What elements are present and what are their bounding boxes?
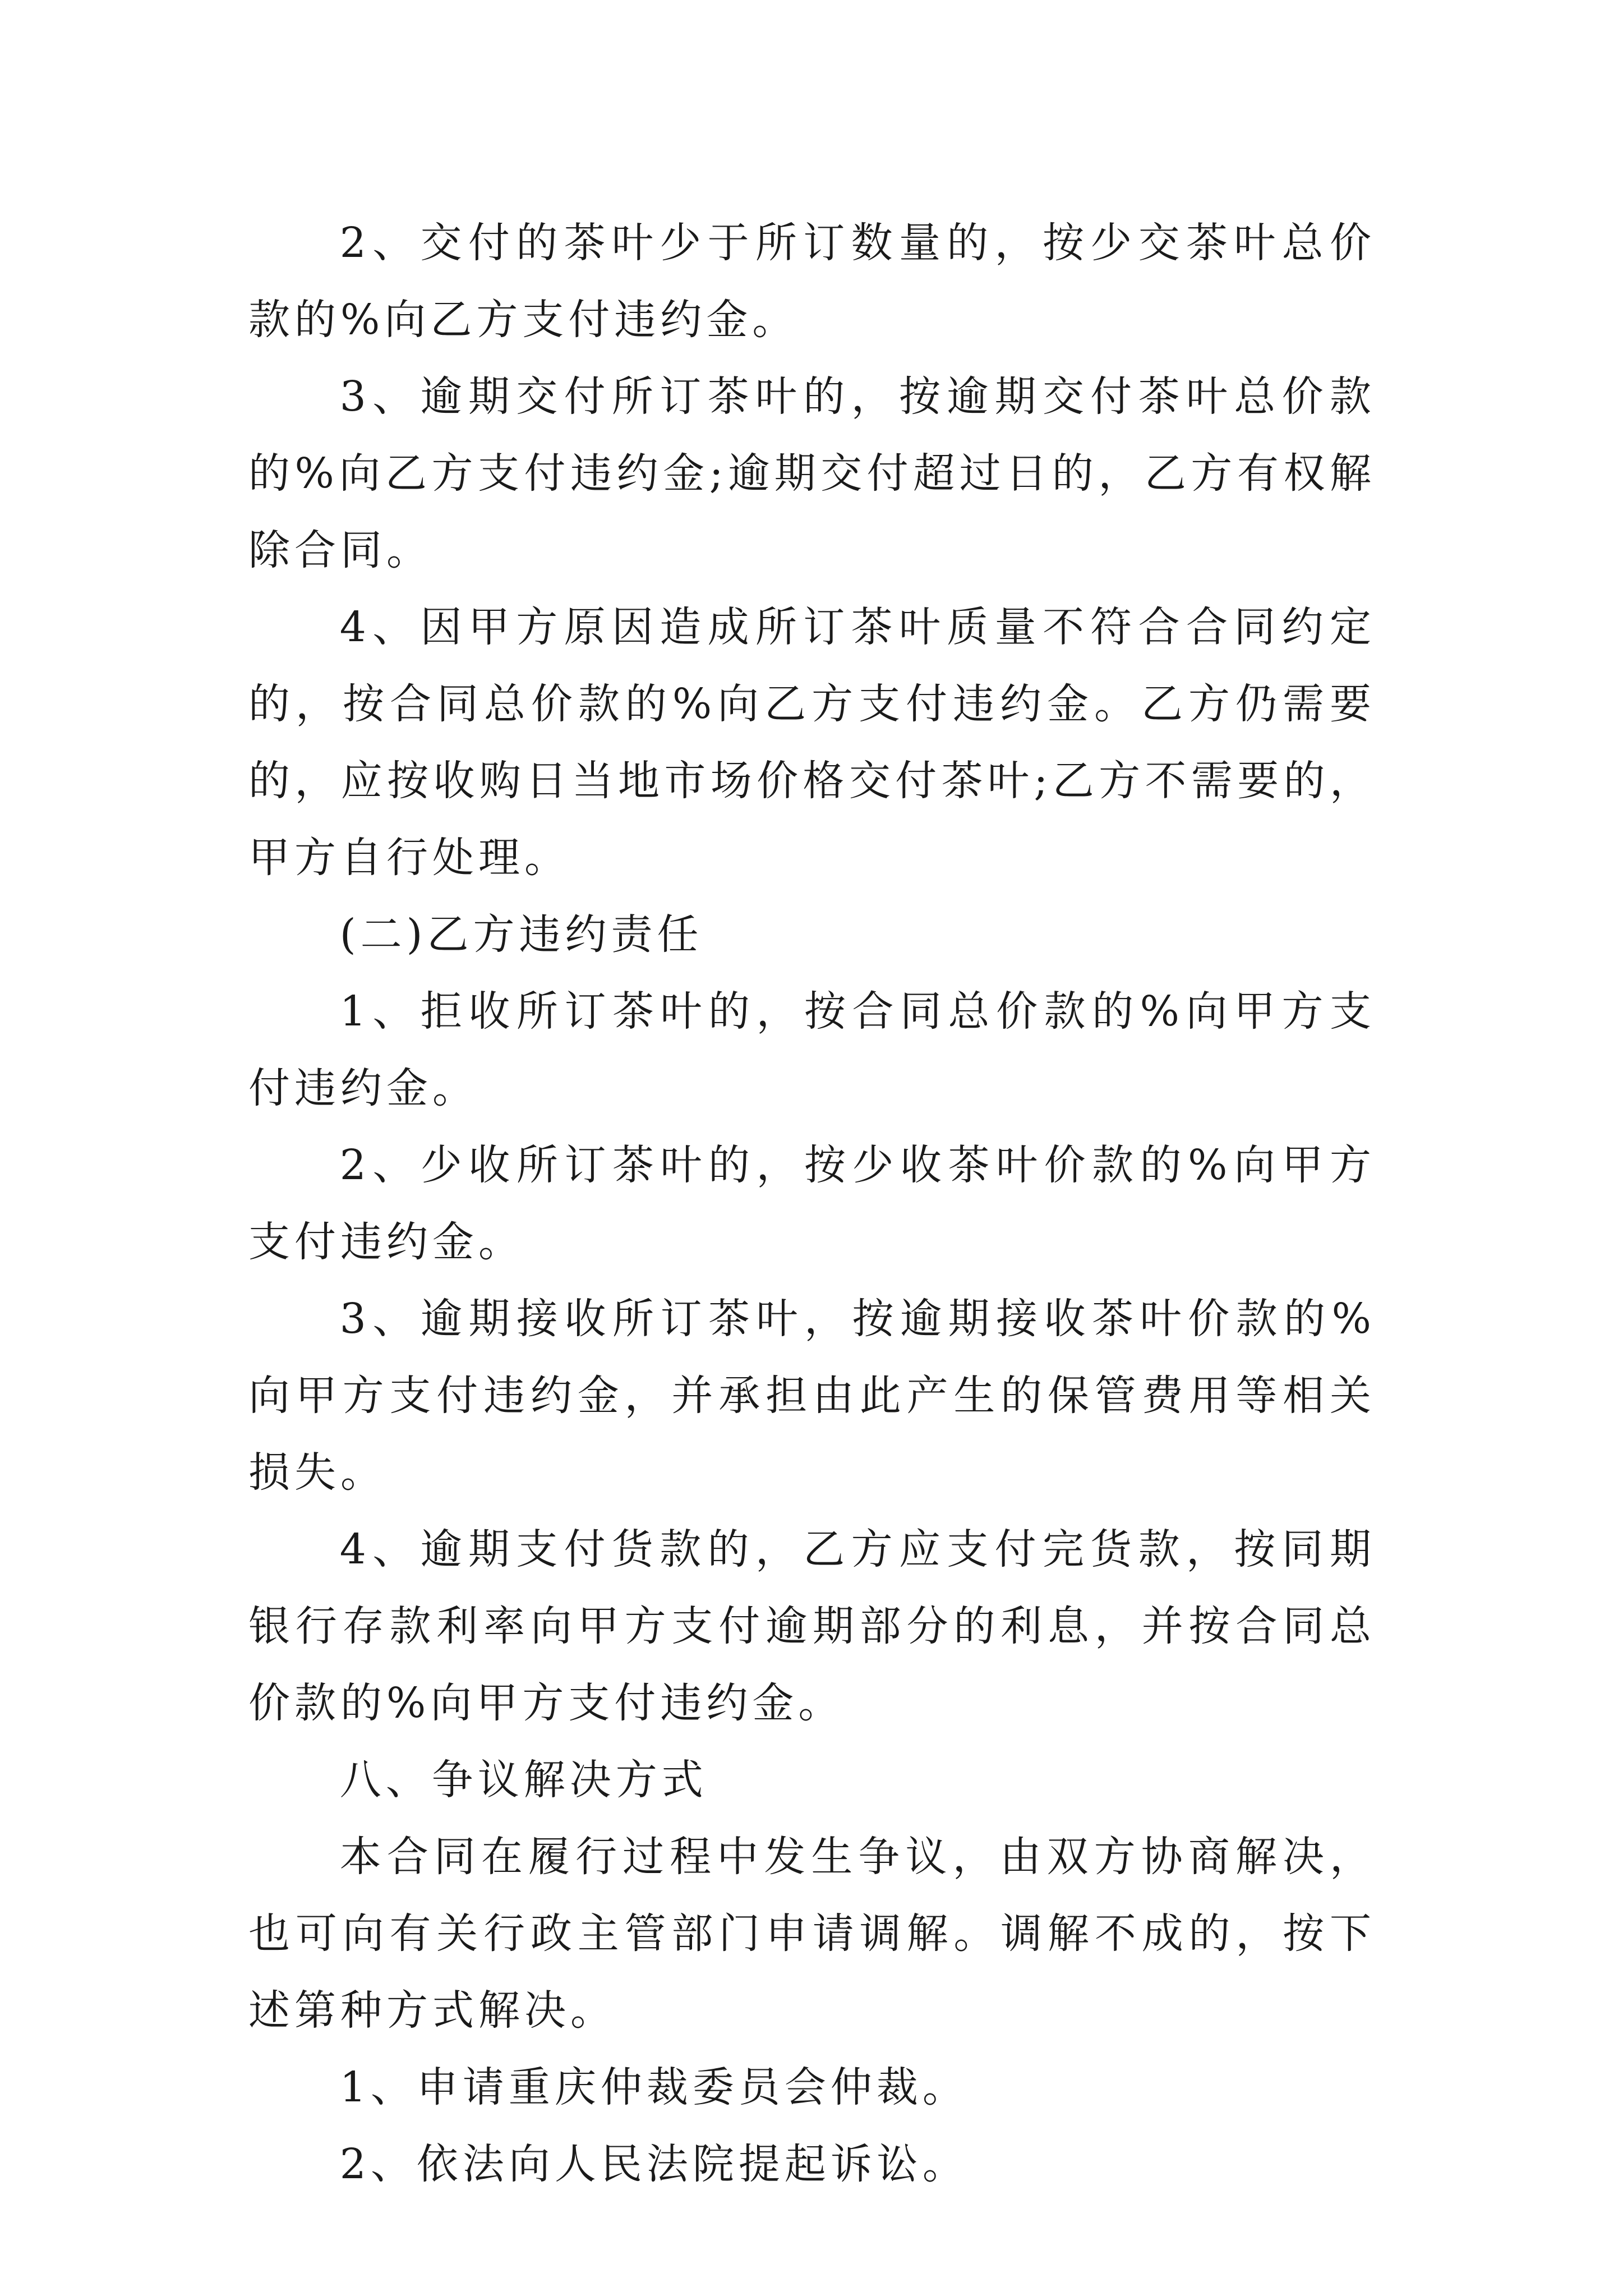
clause-party-b-4: 4、逾期支付货款的，乙方应支付完货款，按同期银行存款利率向甲方支付逾期部分的利息，并按合同总价款的%向甲方支付违约金。 [248, 1525, 1376, 1727]
section-heading-party-b-liability: (二)乙方违约责任 [339, 910, 703, 959]
clause-party-a-4: 4、因甲方原因造成所订茶叶质量不符合合同约定的，按合同总价款的%向乙方支付违约金。乙方仍需要的，应按收购日当地市场价格交付茶叶;乙方不需要的，甲方自行处理。 [248, 603, 1376, 882]
clause-party-a-3: 3、逾期交付所订茶叶的，按逾期交付茶叶总价款的%向乙方支付违约金;逾期交付超过日的，乙方有权解除合同。 [248, 372, 1376, 574]
dispute-option-1: 1、申请重庆仲裁委员会仲裁。 [339, 2063, 969, 2111]
clause-party-b-1: 1、拒收所订茶叶的，按合同总价款的%向甲方支付违约金。 [248, 987, 1376, 1112]
document-body [248, 205, 1376, 2203]
clause-party-b-2: 2、少收所订茶叶的，按少收茶叶价款的%向甲方支付违约金。 [248, 1141, 1376, 1266]
dispute-option-2: 2、依法向人民法院提起诉讼。 [339, 2140, 969, 2188]
clause-party-b-3: 3、逾期接收所订茶叶，按逾期接收茶叶价款的%向甲方支付违约金，并承担由此产生的保管费用等相关损失。 [248, 1295, 1376, 1497]
clause-party-a-2: 2、交付的茶叶少于所订数量的，按少交茶叶总价款的%向乙方支付违约金。 [248, 219, 1376, 344]
section-heading-dispute-resolution: 八、争议解决方式 [339, 1756, 708, 1804]
dispute-resolution-text: 本合同在履行过程中发生争议，由双方协商解决，也可向有关行政主管部门申请调解。调解不成的，按下述第种方式解决。 [248, 1833, 1376, 2035]
